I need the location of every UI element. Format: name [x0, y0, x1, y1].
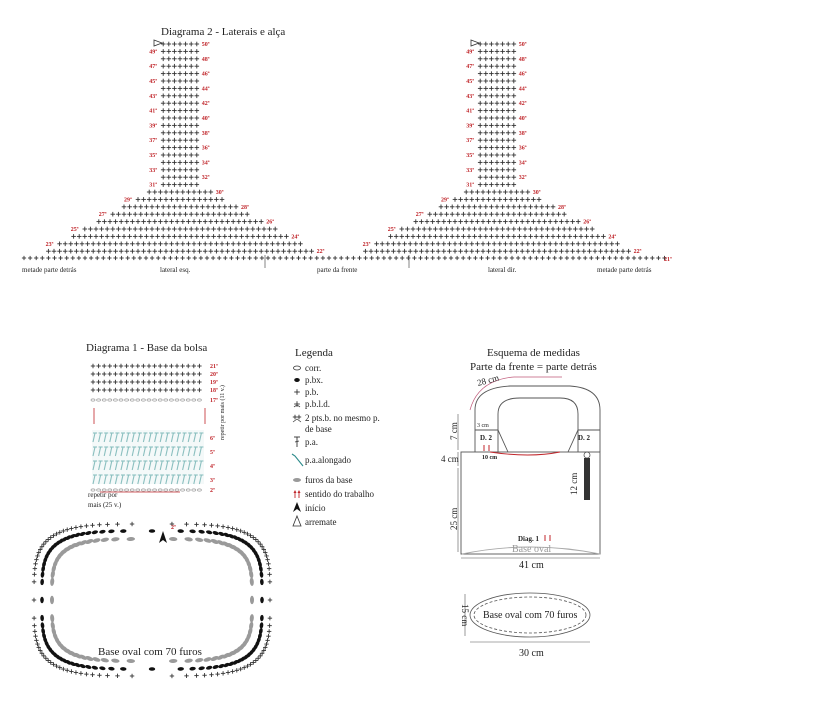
diagram-2-title: Diagrama 2 - Laterais e alça — [161, 26, 286, 38]
slip-stitch-mark — [149, 667, 155, 671]
row-label: 22ª — [633, 249, 642, 256]
bag-outline — [461, 386, 600, 554]
chain-stitch-mark — [125, 489, 129, 491]
slip-stitch-mark — [40, 579, 44, 586]
chain-icon — [294, 366, 301, 370]
section-label: metade parte detrás — [597, 266, 652, 274]
section-label: metade parte detrás — [22, 266, 77, 274]
grid-shade — [92, 430, 204, 484]
handle-measure: 28 cm — [475, 372, 501, 388]
base-hole-mark — [111, 658, 120, 663]
slip-stitch-mark — [108, 529, 115, 533]
dot-icon — [294, 378, 300, 382]
row-label: 39ª — [466, 123, 475, 130]
row-label: 22ª — [316, 249, 325, 256]
base-hole-mark — [50, 577, 55, 586]
row-label: 50ª — [518, 42, 527, 48]
dc-icon — [294, 437, 300, 447]
chain-stitch-mark — [119, 489, 123, 491]
row-label: 28ª — [558, 204, 566, 211]
row-label: 23ª — [362, 241, 371, 248]
row-label: 36ª — [201, 145, 210, 152]
row-label: 37ª — [466, 138, 475, 145]
section-label: lateral dir. — [488, 266, 517, 274]
row-label: 41ª — [149, 108, 158, 115]
diagram-1 — [32, 342, 272, 678]
legend-label: p.b. — [305, 387, 319, 397]
diag-1-label: Diag. 1 — [518, 535, 539, 543]
row-label: 26ª — [583, 219, 592, 226]
height-25: 25 cm — [449, 507, 459, 530]
row-label: 40ª — [518, 116, 527, 122]
legend-label: furos da base — [305, 475, 353, 485]
arrows-icon — [294, 490, 301, 498]
row-label: 30ª — [215, 190, 224, 196]
slip-stitch-mark — [189, 529, 196, 533]
row-label: 21ª — [210, 364, 218, 370]
legend-label: p.a. — [305, 437, 318, 447]
back-loop-icon — [294, 401, 300, 407]
base-hole-mark — [203, 656, 212, 662]
chain-stitch-mark — [119, 399, 123, 401]
repeat-bottom-label: mais (25 v.) — [88, 501, 122, 509]
row-label: 34ª — [518, 160, 527, 167]
chain-stitch-mark — [102, 399, 106, 401]
slip-stitch-mark — [85, 664, 92, 670]
d2-left-label: D. 2 — [480, 434, 493, 442]
slip-stitch-mark — [218, 663, 225, 669]
chain-stitch-mark — [147, 399, 151, 401]
chain-stitch-mark — [181, 399, 185, 401]
chain-stitch-mark — [186, 399, 190, 401]
slip-stitch-mark — [40, 615, 44, 622]
base-hole-mark — [249, 577, 254, 586]
slip-stitch-mark — [40, 622, 44, 629]
base-hole-mark — [169, 659, 178, 663]
chain-stitch-mark — [175, 399, 179, 401]
legend-label: sentido do trabalho — [305, 489, 374, 499]
base-hole-mark — [250, 596, 254, 604]
row-label: 30ª — [532, 190, 541, 196]
finish-icon — [293, 516, 301, 526]
row-label: 32ª — [201, 175, 210, 182]
chain-stitch-mark — [141, 399, 145, 401]
legend-title: Legenda — [295, 347, 333, 359]
row-label: 4ª — [210, 464, 215, 470]
row-label: 24ª — [291, 234, 300, 241]
row-label: 46ª — [201, 71, 210, 78]
cross-icon — [294, 389, 300, 395]
legend-label: p.a.alongado — [305, 455, 351, 465]
chain-stitch-mark — [164, 489, 168, 491]
slip-stitch-mark — [120, 667, 127, 671]
legend-label: início — [305, 503, 326, 513]
base-hole-mark — [111, 537, 120, 542]
row-label: 31ª — [149, 182, 158, 189]
base-oval-label: Base oval — [512, 544, 552, 555]
legend-label: p.b.l.d. — [305, 399, 331, 409]
slip-stitch-mark — [120, 529, 127, 533]
slip-stitch-mark — [40, 597, 44, 603]
row-label: 37ª — [149, 138, 158, 145]
section-label: parte da frente — [317, 266, 358, 274]
bag-width: 41 cm — [519, 560, 544, 571]
slip-stitch-mark — [108, 666, 115, 670]
row-label: 47ª — [466, 64, 475, 71]
measures-subtitle: Parte da frente = parte detrás — [470, 361, 597, 373]
row-label: 46ª — [518, 71, 527, 78]
row-label: 42ª — [201, 101, 210, 108]
row-label: 36ª — [518, 145, 527, 152]
slip-stitch-mark — [149, 529, 155, 533]
slip-stitch-mark — [177, 667, 184, 671]
legend-label: de base — [305, 424, 332, 434]
row-label: 47ª — [149, 64, 158, 71]
base-hole-mark — [195, 537, 204, 543]
slip-stitch-mark — [260, 579, 264, 586]
chain-stitch-mark — [97, 399, 101, 401]
slip-stitch-mark — [198, 529, 205, 534]
base-hole-mark — [100, 537, 109, 543]
slip-stitch-mark — [189, 666, 196, 670]
row-label: 31ª — [466, 182, 475, 189]
height-7: 7 cm — [449, 422, 459, 440]
row-label: 48ª — [201, 56, 210, 63]
chain-stitch-mark — [136, 489, 140, 491]
row-label: 25ª — [387, 227, 396, 233]
oval-row-label: 2ª — [171, 525, 176, 531]
foundation-row-21 — [22, 256, 667, 260]
chain-stitch-mark — [175, 489, 179, 491]
chain-stitch-mark — [130, 489, 134, 491]
base-hole-mark — [50, 614, 55, 623]
row-label: 38ª — [201, 130, 210, 137]
repeat-side-label: repetir por mais (11 v.) — [220, 385, 226, 440]
chain-stitch-mark — [153, 399, 157, 401]
base-hole-mark — [50, 596, 54, 604]
row-label: 3ª — [210, 478, 215, 484]
row-label: 29ª — [441, 197, 449, 204]
row-label: 24ª — [608, 234, 617, 241]
slip-stitch-mark — [212, 664, 219, 670]
slip-stitch-mark — [259, 622, 263, 629]
slip-stitch-mark — [99, 666, 106, 671]
row-label: 25ª — [70, 227, 79, 233]
chain-stitch-mark — [192, 399, 196, 401]
slip-stitch-mark — [206, 530, 213, 535]
row-label: 49ª — [149, 49, 158, 56]
base-stitch-grid — [91, 364, 218, 494]
slip-stitch-mark — [212, 530, 219, 536]
row-label: 41ª — [466, 108, 475, 115]
row-label: 40ª — [201, 116, 210, 122]
row-label: 43ª — [149, 93, 158, 100]
row-label: 38ª — [518, 130, 527, 137]
row-label: 48ª — [518, 56, 527, 63]
chain-stitch-mark — [125, 399, 129, 401]
chain-stitch-mark — [147, 489, 151, 491]
two-sc-icon — [293, 415, 301, 422]
row-label: 33ª — [466, 167, 475, 174]
long-dc-icon — [292, 454, 303, 466]
chain-stitch-mark — [136, 399, 140, 401]
legend-label: p.bx. — [305, 375, 323, 385]
row-label: 5ª — [210, 450, 215, 456]
diagram-1-title: Diagrama 1 - Base da bolsa — [86, 342, 208, 354]
row-label: 6ª — [210, 436, 215, 442]
chain-stitch-mark — [130, 399, 134, 401]
start-icon — [293, 502, 301, 512]
slip-stitch-mark — [260, 615, 264, 622]
row-label-21: 21ª — [664, 257, 672, 263]
base-hole-mark — [195, 657, 204, 663]
chain-stitch-mark — [164, 399, 168, 401]
chain-stitch-mark — [197, 399, 201, 401]
lateral-right-chart — [363, 40, 642, 255]
slip-stitch-mark — [259, 571, 263, 578]
row-label: 23ª — [45, 241, 54, 248]
row-label: 17ª — [210, 398, 218, 404]
base-hole-mark — [184, 658, 193, 663]
row-label: 28ª — [241, 204, 249, 211]
slip-stitch-mark — [40, 571, 44, 578]
base-hole-mark — [92, 537, 101, 543]
chain-stitch-mark — [158, 489, 162, 491]
lateral-left-chart — [46, 40, 325, 255]
base-hole-mark — [184, 537, 193, 542]
slip-stitch-mark — [85, 530, 92, 536]
slip-stitch-mark — [198, 666, 205, 671]
chain-stitch-mark — [113, 399, 117, 401]
side-3cm: 3 cm — [477, 423, 489, 429]
row-label: 32ª — [518, 175, 527, 182]
oval-base-label: Base oval com 70 furos — [98, 646, 202, 658]
row-label: 44ª — [518, 86, 527, 93]
row-label: 35ª — [149, 153, 158, 159]
measures-title: Esquema de medidas — [487, 347, 580, 359]
small-oval-label: Base oval com 70 furos — [483, 610, 578, 621]
chain-stitch-mark — [181, 489, 185, 491]
row-label: 39ª — [149, 123, 158, 130]
slip-stitch-mark — [99, 529, 106, 534]
row-label: 33ª — [149, 167, 158, 174]
slip-stitch-mark — [79, 531, 86, 537]
small-oval-width: 30 cm — [519, 648, 544, 659]
legend — [292, 347, 380, 527]
row-label: 34ª — [201, 160, 210, 167]
row-label: 26ª — [266, 219, 275, 226]
base-hole-mark — [100, 657, 109, 663]
chain-stitch-mark — [158, 399, 162, 401]
legend-label: arremate — [305, 517, 337, 527]
row-label: 27ª — [98, 212, 107, 219]
finish-icon — [471, 40, 479, 46]
chain-stitch-mark — [153, 489, 157, 491]
height-4: 4 cm — [441, 454, 459, 464]
legend-label: corr. — [305, 363, 322, 373]
chain-stitch-mark — [91, 399, 95, 401]
row-label: 45ª — [466, 79, 475, 85]
slip-stitch-mark — [91, 665, 98, 670]
start-icon — [159, 531, 167, 543]
measurement-scheme — [441, 347, 600, 659]
row-label: 43ª — [466, 93, 475, 100]
row-label: 44ª — [201, 86, 210, 93]
base-hole-mark — [127, 537, 136, 541]
row-label: 35ª — [466, 153, 475, 159]
row-label: 49ª — [466, 49, 475, 56]
tassel-length: 12 cm — [569, 472, 579, 495]
chain-stitch-mark — [141, 489, 145, 491]
base-hole-mark — [249, 614, 254, 623]
chain-stitch-mark — [169, 399, 173, 401]
diagram-2 — [22, 26, 672, 274]
base-hole-mark — [169, 537, 178, 541]
repeat-bottom-label: repetir por — [88, 491, 118, 499]
hole-icon — [293, 478, 301, 482]
tassel-icon — [584, 452, 590, 500]
d2-right-label: D. 2 — [578, 434, 591, 442]
row-label: 29ª — [124, 197, 132, 204]
row-label: 20ª — [210, 372, 218, 378]
row-label: 27ª — [415, 212, 424, 219]
base-hole-mark — [127, 659, 136, 663]
slip-stitch-mark — [177, 529, 184, 533]
slip-stitch-mark — [206, 665, 213, 670]
chain-stitch-mark — [108, 399, 112, 401]
row-label: 42ª — [518, 101, 527, 108]
row-label: 45ª — [149, 79, 158, 85]
finish-icon — [154, 40, 162, 46]
row-label: 18ª — [210, 388, 218, 394]
small-oval-height: 15 cm — [460, 604, 470, 627]
chain-stitch-mark — [169, 489, 173, 491]
slip-stitch-mark — [260, 597, 264, 603]
chain-stitch-mark — [186, 489, 190, 491]
row-label: 19ª — [210, 380, 218, 386]
chain-stitch-mark — [192, 489, 196, 491]
chain-stitch-mark — [197, 489, 201, 491]
row-label: 2ª — [210, 488, 215, 494]
legend-label: 2 pts.b. no mesmo p. — [305, 413, 380, 423]
slip-stitch-mark — [91, 530, 98, 535]
row-label: 50ª — [201, 42, 210, 48]
width-10: 10 cm — [482, 455, 498, 461]
section-label: lateral esq. — [160, 266, 191, 274]
